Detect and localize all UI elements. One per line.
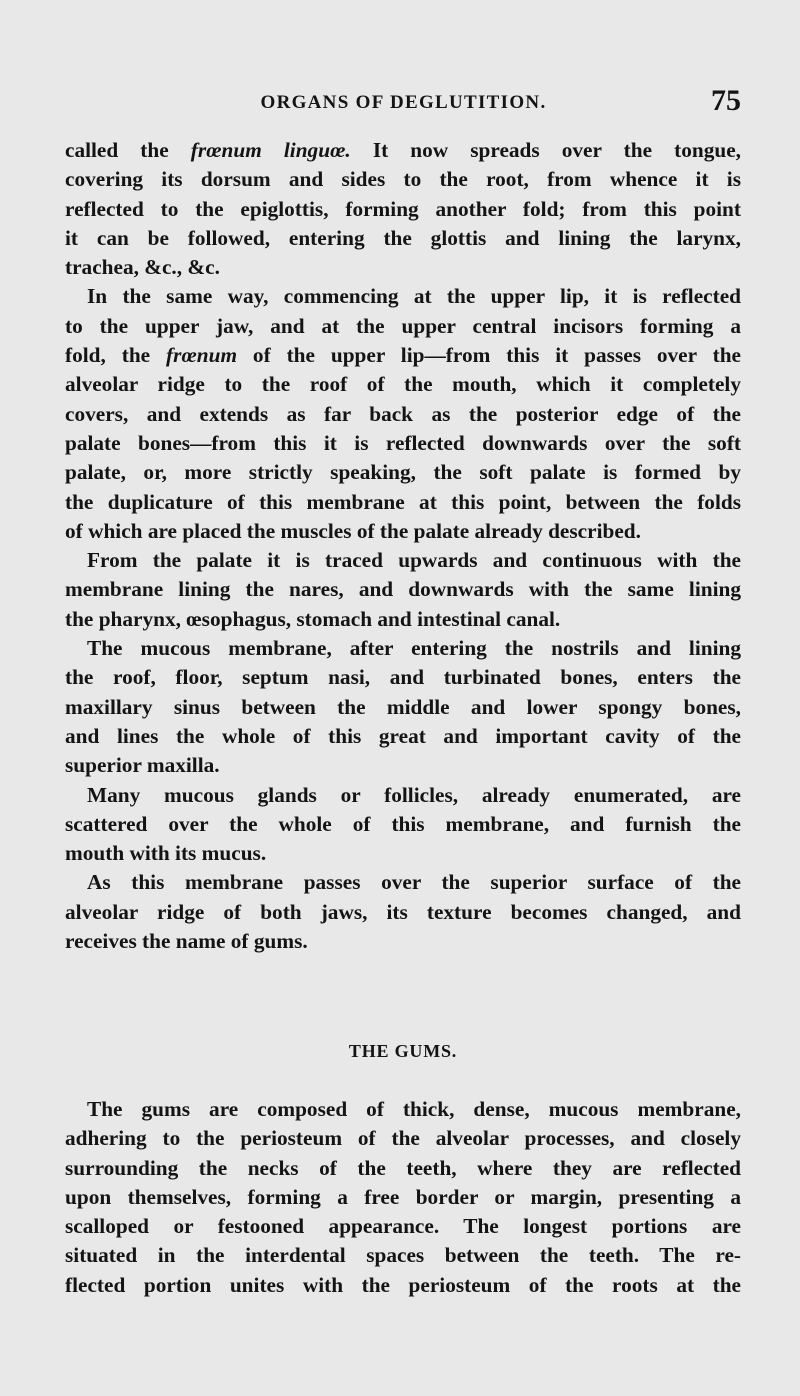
paragraph: [65, 546, 741, 634]
text-line: receives the name of gums.: [65, 929, 308, 954]
running-title: ORGANS OF DEGLUTITION.: [260, 92, 547, 113]
text-line: to the upper jaw, and at the upper central incisors forming a: [65, 313, 741, 338]
text-line: scalloped or festooned appearance. The longest portions are: [65, 1214, 741, 1239]
text-line: covers, and extends as far back as the posterior edge of the: [65, 401, 741, 426]
line-text: fold, the: [65, 343, 167, 368]
text-line: [65, 341, 741, 370]
text-line: maxillary sinus between the middle and lower spongy bones,: [65, 694, 741, 719]
text-line: The mucous membrane, after entering the nostrils and lining: [87, 636, 741, 661]
paragraph: [65, 1095, 741, 1300]
running-head: [66, 84, 741, 120]
paragraph: [65, 282, 741, 546]
text-line: trachea, &c., &c.: [65, 255, 220, 280]
text-line: [65, 136, 741, 165]
text-line: adhering to the periosteum of the alveolar processes, and closely: [65, 1126, 741, 1151]
text-line: superior maxilla.: [65, 753, 220, 778]
text-line: it can be followed, entering the glottis and lining the larynx,: [65, 225, 741, 250]
body-text-top: [65, 136, 741, 956]
text-line: membrane lining the nares, and downwards with the same lining: [65, 577, 741, 602]
text-line: surrounding the necks of the teeth, where they are reflected: [65, 1155, 741, 1180]
text-line: covering its dorsum and sides to the root, from whence it is: [65, 167, 741, 192]
body-text-bottom: [65, 1095, 741, 1300]
text-line: of which are placed the muscles of the palate already described.: [65, 518, 641, 543]
paragraph: [65, 634, 741, 780]
text-line: The gums are composed of thick, dense, mucous membrane,: [87, 1097, 741, 1121]
paragraph: [65, 136, 741, 282]
text-line: As this membrane passes over the superior surface of the: [87, 870, 741, 895]
text-line: upon themselves, forming a free border or margin, presenting a: [65, 1184, 741, 1209]
line-text: It now spreads over the tongue,: [350, 138, 741, 162]
text-line: situated in the interdental spaces between the teeth. The re-: [65, 1243, 741, 1268]
paragraph: [65, 868, 741, 956]
text-line: and lines the whole of this great and important cavity of the: [65, 723, 741, 748]
text-line: In the same way, commencing at the upper lip, it is reflected: [87, 284, 741, 309]
paragraph: [65, 781, 741, 869]
italic-term: frœnum: [166, 343, 238, 368]
text-line: alveolar ridge of both jaws, its texture becomes changed, and: [65, 899, 741, 924]
text-line: mouth with its mucus.: [65, 841, 267, 866]
section-heading: THE GUMS.: [348, 1041, 458, 1061]
text-line: palate, or, more strictly speaking, the soft palate is formed by: [65, 460, 741, 485]
text-line: Many mucous glands or follicles, already enumerated, are: [87, 782, 741, 807]
text-line: palate bones—from this it is reflected downwards over the soft: [65, 430, 741, 455]
text-line: the pharynx, œsophagus, stomach and intestinal canal.: [65, 606, 561, 631]
line-text: of the upper lip—from this it passes over the: [237, 343, 741, 368]
text-line: the duplicature of this membrane at this point, between the folds: [65, 489, 741, 514]
italic-term: frœnum linguœ.: [190, 138, 351, 162]
text-line: From the palate it is traced upwards and continuous with the: [87, 548, 741, 573]
page-number: 75: [711, 84, 741, 117]
text-line: flected portion unites with the periosteum of the roots at the: [65, 1272, 741, 1297]
text-line: the roof, floor, septum nasi, and turbinated bones, enters the: [65, 665, 741, 690]
text-line: scattered over the whole of this membrane, and furnish the: [65, 811, 741, 836]
text-line: reflected to the epiglottis, forming another fold; from this point: [65, 196, 741, 221]
text-line: alveolar ridge to the roof of the mouth, which it completely: [65, 372, 741, 397]
line-text: called the: [65, 138, 191, 162]
